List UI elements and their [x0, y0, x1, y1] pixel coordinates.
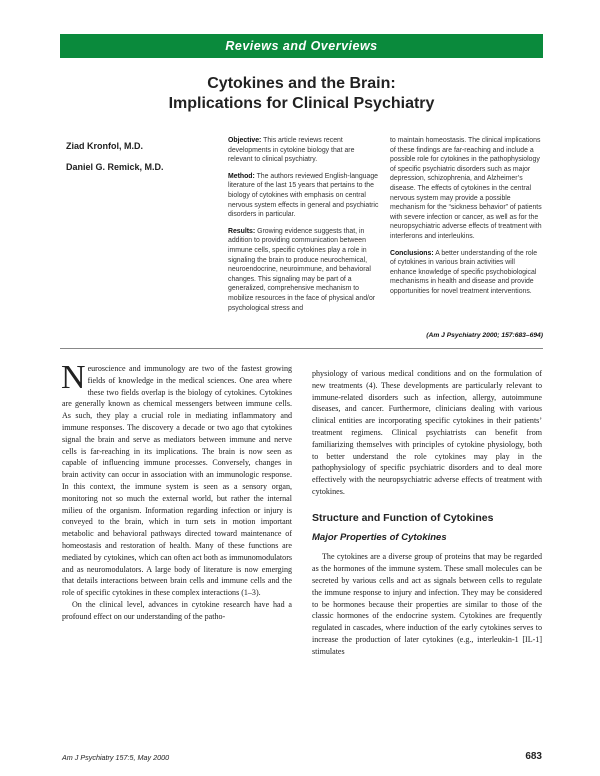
abstract-conclusions — [390, 249, 542, 297]
footer-journal-ref: Am J Psychiatry 157:5, May 2000 — [62, 753, 170, 762]
author-name: Ziad Kronfol, M.D. — [66, 141, 143, 151]
author-name: Daniel G. Remick, M.D. — [66, 162, 164, 172]
article-title — [60, 74, 543, 114]
method-text: The authors reviewed English-language literature of the last 15 years that pertains to the biology of cytokines with emphasis on central nervous system effects in general and psychiatric disorders in particular. — [228, 172, 379, 219]
abstract-column-2 — [390, 136, 542, 304]
method-label: Method: — [228, 172, 255, 180]
section-divider — [60, 348, 543, 349]
page-number: 683 — [525, 751, 542, 762]
continued-paragraph: physiology of various medical conditions and on the formulation of new treatments (4). These developments are particularly relevant to immune-related disorders such as infection, allergy, autoimmune diseases, and cancer. Furthermore, clinicians dealing with various clinical entities are incorporating specific cytokines in their patients’ treatment regimens. Clinical psychiatrists can benefit from familiarizing themselves with principles of cytokine physiology, both to better understand the role cytokines may play in the pathophysiology of specific psychiatric disorders and to deal more effectively with the neuropsychiatric adverse effects of treatment with cytokines. — [312, 369, 542, 496]
intro-text: euroscience and immunology are two of the fastest growing fields of knowledge in the medical sciences. One area where these two fields overlap is the biology of cytokines. Cytokines are generally known as chemical messengers between immune cells. As such, they play a crucial role in mediating inflammatory and immune responses. The discovery a decade or two ago that cytokines signal the brain and serve as mediators between immune and nerve cells is far-reaching in its implications. The brain is now seen as capable of influencing immune processes. Conversely, changes in brain activity can occur in association with an immunologic response. In this context, the immune system is seen as a sensory organ, monitoring not so much the external world, but rather the internal milieu of the organism. Information regarding infection or injury is conveyed to the brain, which in turn sets in motion important metabolic and behavioral pathways directed toward maintenance of homeostasis and restoration of health. Many of these functions are mediated by cytokines, which can often act both as immunomodulators and as neuromodulators. A large body of literature is now emerging that details interactions between brain cells and immune cells and the role of specific cytokines in these complex interactions (1–3). — [62, 364, 292, 598]
subsection-heading: Major Properties of Cytokines — [312, 531, 447, 543]
objective-text: This article reviews recent developments in cytokine biology that are relevant to clinical psychiatry. — [228, 137, 355, 164]
clinical-paragraph: On the clinical level, advances in cytokine research have had a profound effect on our understanding of the patho- — [62, 599, 292, 621]
abstract-method — [228, 172, 380, 220]
journal-citation: (Am J Psychiatry 2000; 157:683–694) — [426, 332, 543, 339]
section-label: Reviews and Overviews — [225, 39, 378, 53]
abstract-results-continued: to maintain homeostasis. The clinical implications of these findings are far-reaching and include a possible role for cytokines in the pathophysiology of specific psychiatric disorders such as major depression, schizophrenia, and Alzheimer’s disease. The effects of cytokines in the central nervous system may provide a possible mechanism for the “sickness behavior” of patients with severe infection or cancer, as well as for the neuropsychiatric adverse effects of treatment with interferons and interleukins. — [390, 137, 542, 240]
conclusions-label: Conclusions: — [390, 249, 434, 257]
abstract-objective — [228, 136, 380, 165]
abstract-column-1 — [228, 136, 380, 320]
intro-paragraph — [61, 359, 292, 599]
section-heading: Structure and Function of Cytokines — [312, 511, 494, 524]
body-column-left — [61, 359, 292, 623]
properties-paragraph: The cytokines are a diverse group of proteins that may be regarded as the hormones of the immune system. These small molecules can be secreted by various cells and act as signals between cells to regulate the immune response to injury and infection. They may be considered to be hormones because their properties are similar to those of the classic hormones of the endocrine system. Cytokines are frequently regulated in cascades, where induction of the early cytokines serves to increase the production of later cytokines (e.g., interleukin-1 [IL-1] stimulates — [312, 552, 542, 656]
section-banner — [60, 34, 543, 58]
results-label: Results: — [228, 227, 256, 235]
drop-cap: N — [61, 359, 86, 396]
title-line-2: Implications for Clinical Psychiatry — [168, 95, 435, 112]
body-column-right — [312, 368, 542, 658]
abstract-results — [228, 227, 380, 313]
conclusions-text: A better understanding of the role of cytokines in various brain activities will enhance knowledge of specific psychobiological mechanisms in health and disease and provide opportunities for novel treatment interventions. — [390, 249, 538, 295]
results-text: Growing evidence suggests that, in addition to providing communication between immune cells, specific cytokines play a role in signaling the brain to produce neurochemical, neuroendocrine, neuroimmune, and behavioral changes. This signaling may be part of a generalized, comprehensive mechanism to mobilize resources in the face of physical and/or psychological stress and — [228, 227, 376, 312]
objective-label: Objective: — [228, 137, 262, 144]
title-line-1: Cytokines and the Brain: — [207, 75, 396, 92]
author-list — [66, 136, 164, 178]
